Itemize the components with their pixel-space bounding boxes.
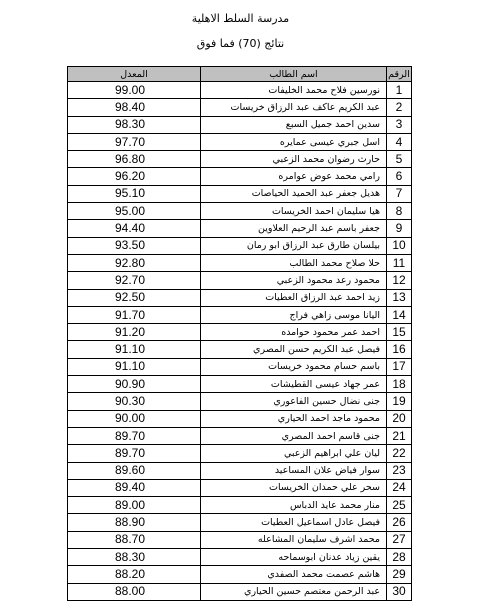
student-name-cell: محمود رعد محمود الزعبي — [201, 272, 387, 289]
average-cell: 89.00 — [68, 497, 201, 514]
rank-cell: 23 — [387, 462, 412, 479]
average-cell: 92.50 — [68, 289, 201, 306]
student-name-cell: زيد احمد عبد الرزاق العطيات — [201, 289, 387, 306]
average-cell: 89.70 — [68, 445, 201, 462]
student-name-cell: هاشم عصمت محمد الصفدي — [201, 566, 387, 583]
rank-cell: 14 — [387, 306, 412, 323]
results-table — [67, 66, 412, 601]
average-cell: 90.90 — [68, 376, 201, 393]
rank-cell: 26 — [387, 514, 412, 531]
rank-cell: 27 — [387, 531, 412, 548]
table-row — [68, 427, 412, 444]
student-name-cell: منار محمد عايد الدباس — [201, 497, 387, 514]
student-name-cell: فيصل عادل اسماعيل العطيات — [201, 514, 387, 531]
average-cell: 90.30 — [68, 393, 201, 410]
student-name-cell: جعفر باسم عبد الرحيم العلاوين — [201, 220, 387, 237]
table-row — [68, 324, 412, 341]
rank-cell: 25 — [387, 497, 412, 514]
average-cell: 88.70 — [68, 531, 201, 548]
table-row — [68, 203, 412, 220]
student-name-cell: جنى نضال حسين الفاعوري — [201, 393, 387, 410]
average-cell: 96.20 — [68, 168, 201, 185]
average-cell: 91.70 — [68, 306, 201, 323]
table-row — [68, 99, 412, 116]
table-row — [68, 168, 412, 185]
student-name-cell: ليان علي ابراهيم الزعبي — [201, 445, 387, 462]
student-name-cell: محمد اشرف سليمان المشاعله — [201, 531, 387, 548]
rank-cell: 1 — [387, 82, 412, 99]
column-header-rank: الرقم — [388, 68, 410, 80]
table-header-row — [68, 67, 412, 82]
student-name-cell: نورسين فلاح محمد الخليفات — [201, 82, 387, 99]
rank-cell: 7 — [387, 185, 412, 202]
average-cell: 88.90 — [68, 514, 201, 531]
table-row — [68, 410, 412, 427]
average-cell: 92.70 — [68, 272, 201, 289]
table-row — [68, 445, 412, 462]
student-name-cell: اليانا موسى زاهي فراج — [201, 306, 387, 323]
student-name-cell: عبد الرحمن معتصم حسين الحياري — [201, 583, 387, 600]
student-name-cell: يقين زياد عدنان ابوسماحه — [201, 549, 387, 566]
average-cell: 98.40 — [68, 99, 201, 116]
table-row — [68, 583, 412, 600]
rank-cell: 30 — [387, 583, 412, 600]
average-cell: 95.10 — [68, 185, 201, 202]
table-row — [68, 479, 412, 496]
rank-cell: 4 — [387, 133, 412, 150]
average-cell: 97.70 — [68, 133, 201, 150]
rank-cell: 18 — [387, 376, 412, 393]
table-row — [68, 497, 412, 514]
column-header-name: اسم الطالب — [201, 67, 387, 82]
rank-cell: 24 — [387, 479, 412, 496]
table-row — [68, 237, 412, 254]
average-cell: 92.80 — [68, 254, 201, 271]
rank-cell: 10 — [387, 237, 412, 254]
average-cell: 89.60 — [68, 462, 201, 479]
average-cell: 91.10 — [68, 358, 201, 375]
rank-cell: 3 — [387, 116, 412, 133]
rank-cell: 9 — [387, 220, 412, 237]
table-row — [68, 116, 412, 133]
rank-cell: 6 — [387, 168, 412, 185]
table-row — [68, 133, 412, 150]
rank-cell: 19 — [387, 393, 412, 410]
rank-cell: 28 — [387, 549, 412, 566]
student-name-cell: فيصل عبد الكريم حسن المصري — [201, 341, 387, 358]
average-cell: 95.00 — [68, 203, 201, 220]
table-row — [68, 462, 412, 479]
table-row — [68, 82, 412, 99]
student-name-cell: احمد عمر محمود حوامده — [201, 324, 387, 341]
student-name-cell: حارث رضوان محمد الزعبي — [201, 151, 387, 168]
average-cell: 88.20 — [68, 566, 201, 583]
table-row — [68, 254, 412, 271]
average-cell: 93.50 — [68, 237, 201, 254]
rank-cell: 29 — [387, 566, 412, 583]
rank-cell: 11 — [387, 254, 412, 271]
table-row — [68, 272, 412, 289]
average-cell: 88.00 — [68, 583, 201, 600]
table-row — [68, 289, 412, 306]
table-row — [68, 220, 412, 237]
rank-cell: 8 — [387, 203, 412, 220]
student-name-cell: عمر جهاد عيسى القطيشات — [201, 376, 387, 393]
student-name-cell: اسل جبري عيسى عمايره — [201, 133, 387, 150]
student-name-cell: سحر علي حمدان الخريسات — [201, 479, 387, 496]
student-name-cell: بيلسان طارق عبد الرزاق ابو رمان — [201, 237, 387, 254]
table-row — [68, 151, 412, 168]
table-row — [68, 566, 412, 583]
table-row — [68, 531, 412, 548]
student-name-cell: جنى قاسم احمد المصري — [201, 427, 387, 444]
table-row — [68, 393, 412, 410]
rank-cell: 5 — [387, 151, 412, 168]
table-row — [68, 549, 412, 566]
student-name-cell: حلا صلاح محمد الطالب — [201, 254, 387, 271]
results-subtitle: نتائج (70) فما فوق — [196, 37, 285, 50]
average-cell: 91.10 — [68, 341, 201, 358]
average-cell: 89.70 — [68, 427, 201, 444]
table-row — [68, 514, 412, 531]
rank-cell: 22 — [387, 445, 412, 462]
rank-cell: 12 — [387, 272, 412, 289]
average-cell: 94.40 — [68, 220, 201, 237]
average-cell: 88.30 — [68, 549, 201, 566]
school-title: مدرسة السلط الاهلية — [191, 12, 290, 25]
student-name-cell: رامي محمد عوض عوامره — [201, 168, 387, 185]
rank-cell: 15 — [387, 324, 412, 341]
rank-cell: 13 — [387, 289, 412, 306]
table-row — [68, 185, 412, 202]
student-name-cell: سوار فياض علان المساعيد — [201, 462, 387, 479]
average-cell: 91.20 — [68, 324, 201, 341]
average-cell: 99.00 — [68, 82, 201, 99]
column-header-average: المعدل — [68, 67, 201, 82]
student-name-cell: سدين احمد جميل السبع — [201, 116, 387, 133]
table-row — [68, 358, 412, 375]
average-cell: 90.00 — [68, 410, 201, 427]
rank-cell: 2 — [387, 99, 412, 116]
rank-cell: 21 — [387, 427, 412, 444]
table-row — [68, 341, 412, 358]
student-name-cell: هديل جعفر عبد الحميد الحياصات — [201, 185, 387, 202]
rank-cell: 16 — [387, 341, 412, 358]
average-cell: 98.30 — [68, 116, 201, 133]
table-row — [68, 306, 412, 323]
student-name-cell: محمود ماجد احمد الحياري — [201, 410, 387, 427]
rank-cell: 17 — [387, 358, 412, 375]
average-cell: 96.80 — [68, 151, 201, 168]
rank-cell: 20 — [387, 410, 412, 427]
student-name-cell: باسم حسام محمود خريسات — [201, 358, 387, 375]
student-name-cell: عبد الكريم عاكف عبد الرزاق خريسات — [201, 99, 387, 116]
average-cell: 89.40 — [68, 479, 201, 496]
table-row — [68, 376, 412, 393]
student-name-cell: هيا سليمان احمد الخريسات — [201, 203, 387, 220]
table-body — [68, 82, 412, 601]
